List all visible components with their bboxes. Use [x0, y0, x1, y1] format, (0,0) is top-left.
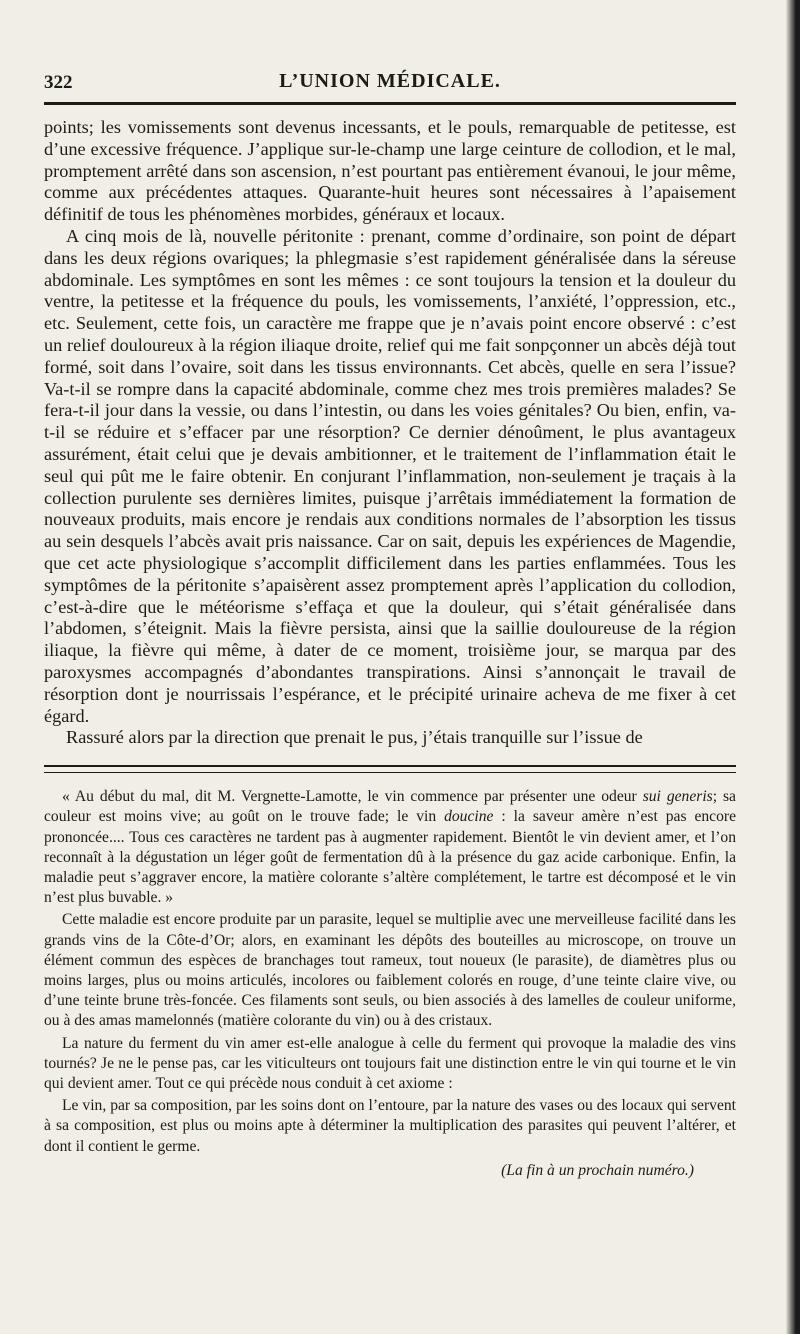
main-text [44, 117, 736, 749]
italic-term: sui generis [642, 788, 713, 806]
text-run: : la saveur amère n’est pas encore prononcée.... Tous ces caractères ne tardent pas à augmenter rapidement. Bientôt le vin devient amer, et l’on reconnaît à la dégustation un léger goût de fermentation dû à la présence du gaz acide carbonique. Enfin, la maladie peut s’aggraver encore, la matière colorante s’altère complétement, le tartre est décomposé et le vin n’est plus buvable. » [44, 808, 736, 907]
page-number: 322 [44, 72, 73, 93]
paragraph: A cinq mois de là, nouvelle péritonite : prenant, comme d’ordinaire, son point de départ dans les deux régions ovariques; la phlegmasie s’est rapidement généralisée dans la séreuse abdominale. Les symptômes en sont les mêmes : ce sont toujours la tension et la douleur du ventre, la petitesse et la fréquence du pouls, les vomissements, l’anxiété, l’oppression, etc., etc. Seulement, cette fois, un caractère me frappe que je n’avais point encore observé : c’est un relief douloureux à la région iliaque droite, relief qui me fait sonpçonner un abcès déjà tout formé, soit dans l’ovaire, soit dans les tissus environnants. Cet abcès, quelle en sera l’issue? Va-t-il se rompre dans la capacité abdominale, comme chez mes trois premières malades? Se fera-t-il jour dans la vessie, ou dans l’intestin, ou dans les voies génitales? Ou bien, enfin, va-t-il se réduire et s’effacer par une résorption? Ce dernier dénoûment, le plus avantageux assurément, était celui que je devais ambitionner, et le traitement de l’inflammation était le seul qui pût me le faire obtenir. En conjurant l’inflammation, non-seulement je traçais à la collection purulente ses dernières limites, puisque j’arrêtais immédiatement la formation de nouveaux produits, mais encore je rendais aux conditions normales de l’absorption les tissus au sein desquels l’abcès avait pris naissance. Car on sait, depuis les expériences de Magendie, que cet acte physiologique s’accomplit difficilement dans les parties enflammées. Tous les symptômes de la péritonite s’apaisèrent assez promptement après l’application du collodion, c’est-à-dire que le météorisme s’effaça et que la douleur, qui s’était généralisée dans l’abdomen, s’éteignit. Mais la fièvre persista, ainsi que la saillie douloureuse de la région iliaque, la fièvre qui même, à dater de ce moment, troisième jour, se marqua par des paroxysmes accompagnés d’abondantes transpirations. Ainsi s’annonçait le travail de résorption dont je nourrissais l’espérance, et le précipité urinaire acheva de me fixer à cet égard. [44, 225, 736, 726]
page-edge-shadow [786, 0, 800, 1334]
running-title: L’UNION MÉDICALE. [279, 70, 501, 92]
text-run: ; sa couleur est moins vive; au goût on le trouve fade; le vin [44, 788, 736, 826]
footnote-paragraph [44, 787, 736, 908]
italic-term: doucine [444, 808, 494, 826]
continuation-text: (La fin à un prochain numéro.) [501, 1161, 694, 1179]
paragraph: Rassuré alors par la direction que prenait le pus, j’étais tranquille sur l’issue de [66, 727, 643, 748]
running-header [44, 64, 736, 98]
footnote-paragraph: La nature du ferment du vin amer est-elle analogue à celle du ferment qui provoque la maladie des vins tournés? Je ne le pense pas, car les viticulteurs ont toujours fait une distinction entre le vin qui tourne et le vin qui devient amer. Tout ce qui précède nous conduit à cet axiome : [44, 1034, 736, 1092]
text-run: « Au début du mal, dit M. Vergnette-Lamotte, le vin commence par présenter une odeur [62, 788, 643, 806]
header-rule [44, 102, 736, 105]
page [44, 64, 736, 1183]
footnote-separator [44, 765, 736, 773]
footnote-paragraph: Cette maladie est encore produite par un parasite, lequel se multiplie avec une merveilleuse facilité dans les grands vins de la Côte-d’Or; alors, en examinant les dépôts des bouteilles au microscope, on trouve un élément commun des espèces de branchages tout rameux, tout noueux (le parasite), de diamètres plus ou moins larges, plus ou moins articulés, incolores ou faiblement colorés en rouge, d’une teinte claire vive, ou d’une teinte brune très-foncée. Ces filaments sont seuls, ou bien associés à des lamelles de couleur uniforme, ou à des amas mamelonnés (matière colorante du vin) ou à des cristaux. [44, 911, 736, 1030]
footnote-paragraph: Le vin, par sa composition, par les soins dont on l’entoure, par la nature des vases ou des locaux qui servent à sa composition, est plus ou moins apte à déterminer la multiplication des parasites qui peuvent l’altérer, et dont il contient le germe. [44, 1097, 736, 1155]
paragraph: points; les vomissements sont devenus incessants, et le pouls, remarquable de petitesse, est d’une excessive fréquence. J’applique sur-le-champ une large ceinture de collodion, et le mal, promptement arrêté dans son ascension, n’est pourtant pas entièrement évanoui, le jour même, comme aux précédentes attaques. Quarante-huit heures sont nécessaires à l’apaisement définitif de tous les phénomènes morbides, généraux et locaux. [44, 117, 736, 225]
footnotes [44, 787, 736, 1181]
continuation-note [44, 1161, 736, 1181]
